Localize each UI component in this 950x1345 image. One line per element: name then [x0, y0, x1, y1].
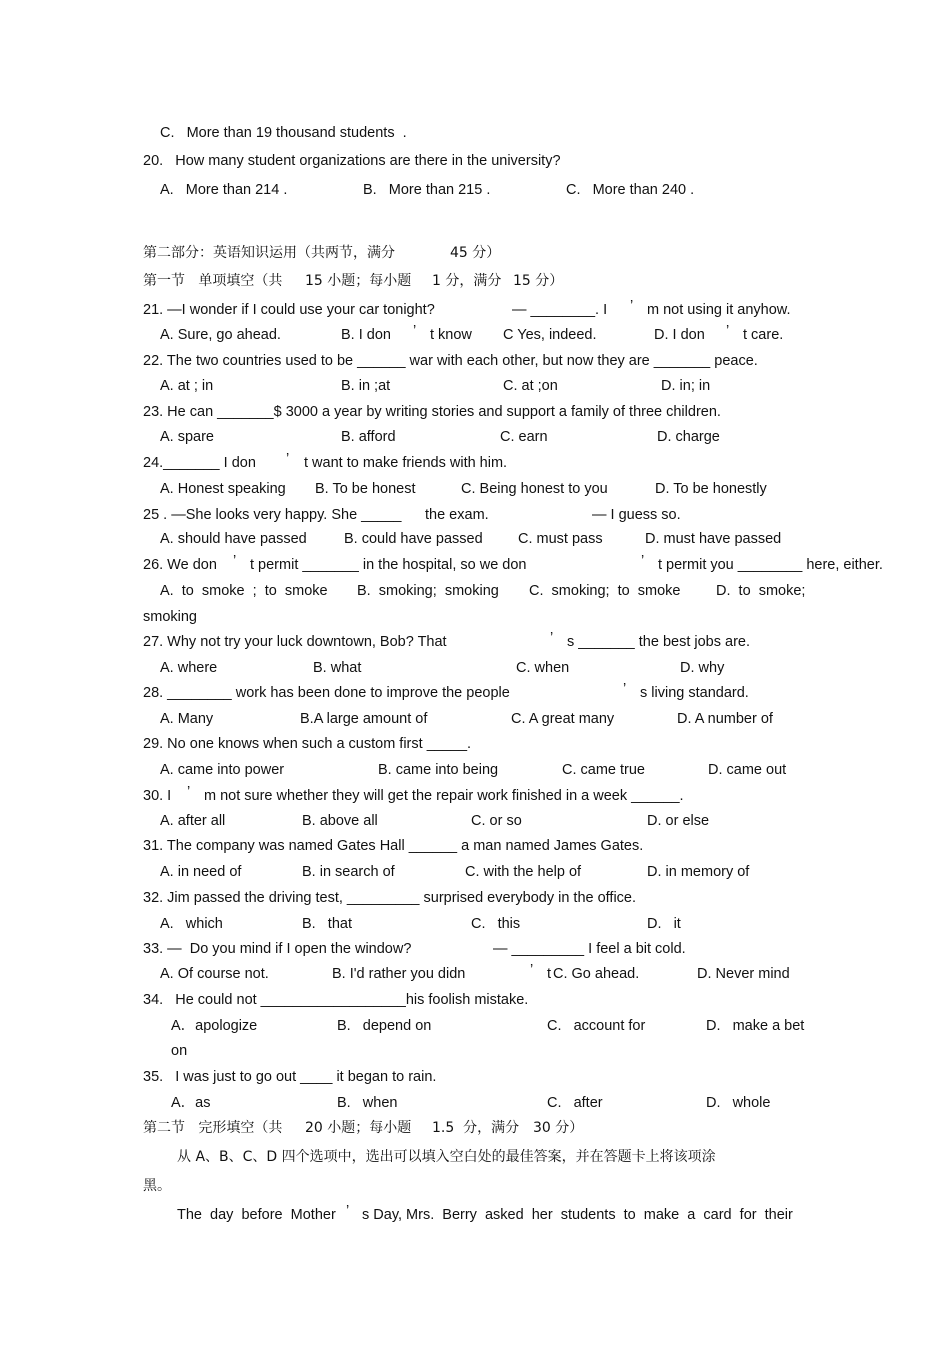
section2-title: 第二节 完形填空（共: [143, 1120, 283, 1136]
q28-option-a: A. Many: [160, 711, 214, 727]
q29-option-d: D. came out: [708, 762, 787, 778]
q24-option-d: D. To be honestly: [655, 481, 767, 497]
q23-option-b: B. afford: [341, 429, 396, 445]
q31-option-a: A. in need of: [160, 864, 242, 880]
q31-option-b: B. in search of: [302, 864, 395, 880]
q24-option-b: B. To be honest: [315, 481, 416, 497]
q23-stem: 23. He can _______$ 3000 a year by writing stories and support a family of three children.: [143, 404, 721, 420]
q32-stem: 32. Jim passed the driving test, _________ surprised everybody in the office.: [143, 890, 637, 906]
section2-points: 1.5 分，满分: [432, 1120, 520, 1136]
q26-option-a: A. to smoke ; to smoke: [160, 583, 328, 599]
q33-option-c: C. Go ahead.: [553, 966, 640, 982]
q35-option-c: C. after: [547, 1095, 603, 1111]
q34-option-b: B. depend on: [337, 1018, 432, 1034]
q21-option-d-rest: t care.: [743, 327, 784, 343]
q21-option-c: C Yes, indeed.: [503, 327, 597, 343]
cloze-instructions-wrap: 黑。: [143, 1178, 171, 1194]
q24-option-a: A. Honest speaking: [160, 481, 286, 497]
q26-stem-middle: t permit _______ in the hospital, so we don: [250, 557, 527, 573]
q20-option-c: C. More than 240 .: [566, 182, 695, 198]
q29-stem: 29. No one knows when such a custom first _____.: [143, 736, 472, 752]
q30-option-c: C. or so: [471, 813, 522, 829]
cloze-instructions: 从 A、B、C、D 四个选项中，选出可以填入空白处的最佳答案，并在答题卡上将该项涂: [177, 1149, 716, 1165]
q27-option-b: B. what: [313, 660, 362, 676]
q26-option-d-wrap: smoking: [143, 609, 197, 625]
q19-option-c: C. More than 19 thousand students .: [160, 125, 407, 141]
cloze-passage-start: The day before Mother: [177, 1207, 336, 1223]
q35-option-b: B. when: [337, 1095, 398, 1111]
q25-stem-rest: the exam.: [425, 507, 489, 523]
q32-option-c: C. this: [471, 916, 521, 932]
q33-option-d: D. Never mind: [697, 966, 790, 982]
q27-stem-rest: s _______ the best jobs are.: [567, 634, 750, 650]
q26-apostrophe: ’: [233, 553, 237, 569]
q33-option-a: A. Of course not.: [160, 966, 269, 982]
q35-option-a: A．as: [171, 1095, 211, 1111]
q33-stem: 33. — Do you mind if I open the window?: [143, 941, 412, 957]
q27-stem: 27. Why not try your luck downtown, Bob? That: [143, 634, 447, 650]
q20-stem: 20. How many student organizations are there in the university?: [143, 153, 561, 169]
q29-option-a: A. came into power: [160, 762, 285, 778]
q24-apostrophe: ’: [286, 451, 290, 467]
q32-option-b: B. that: [302, 916, 352, 932]
q27-option-a: A. where: [160, 660, 218, 676]
q26-option-b: B. smoking; smoking: [357, 583, 499, 599]
section2-total: 30 分）: [533, 1120, 584, 1136]
q26-apostrophe-2: ’: [641, 553, 645, 569]
q28-apostrophe: ’: [623, 681, 627, 697]
q32-option-d: D. it: [647, 916, 681, 932]
q27-option-c: C. when: [516, 660, 570, 676]
q22-stem: 22. The two countries used to be ______ war with each other, but now they are _______ peace.: [143, 353, 758, 369]
q24-stem: 24._______ I don: [143, 455, 256, 471]
q21-option-d-apostrophe: ’: [726, 323, 730, 339]
q34-option-c: C. account for: [547, 1018, 646, 1034]
q33-reply: — _________ I feel a bit cold.: [493, 941, 686, 957]
q28-stem: 28. ________ work has been done to improve the people: [143, 685, 510, 701]
q21-option-b-rest: t know: [430, 327, 472, 343]
q31-option-d: D. in memory of: [647, 864, 750, 880]
part2-title: 第二部分：英语知识运用（共两节，满分: [143, 245, 395, 261]
q35-stem: 35. I was just to go out ____ it began to rain.: [143, 1069, 437, 1085]
q31-option-c: C. with the help of: [465, 864, 582, 880]
q30-option-b: B. above all: [302, 813, 378, 829]
q28-option-d: D. A number of: [677, 711, 773, 727]
q21-reply: — ________. I: [512, 302, 608, 318]
q20-option-a: A. More than 214 .: [160, 182, 288, 198]
q33-option-b-apostrophe: ’: [530, 962, 534, 978]
q30-option-a: A. after all: [160, 813, 226, 829]
q20-option-b: B. More than 215 .: [363, 182, 491, 198]
section1-count: 15 小题；每小题: [305, 273, 412, 289]
q24-stem-rest: t want to make friends with him.: [304, 455, 508, 471]
q21-option-b-apostrophe: ’: [413, 323, 417, 339]
q21-option-d: D. I don: [654, 327, 705, 343]
q30-stem-rest: m not sure whether they will get the repair work finished in a week ______.: [204, 788, 684, 804]
cloze-passage-rest: s Day, Mrs. Berry asked her students to make a card for their: [362, 1207, 793, 1223]
q26-stem-rest: t permit you ________ here, either.: [658, 557, 883, 573]
q33-option-b-rest: t: [547, 966, 552, 982]
q34-option-a: A．apologize: [171, 1018, 258, 1034]
q28-stem-rest: s living standard.: [640, 685, 749, 701]
q22-option-d: D. in; in: [661, 378, 711, 394]
q26-option-c: C. smoking; to smoke: [529, 583, 681, 599]
q23-option-a: A. spare: [160, 429, 214, 445]
q29-option-b: B. came into being: [378, 762, 499, 778]
q25-option-a: A. should have passed: [160, 531, 307, 547]
q30-stem: 30. I: [143, 788, 172, 804]
section1-total: 15 分）: [513, 273, 564, 289]
q21-option-a: A. Sure, go ahead.: [160, 327, 281, 343]
q25-stem: 25 . —She looks very happy. She _____: [143, 507, 402, 523]
q23-option-d: D. charge: [657, 429, 720, 445]
part2-score: 45 分）: [450, 245, 501, 261]
q21-stem: 21. —I wonder if I could use your car tonight?: [143, 302, 435, 318]
q26-option-d: D. to smoke;: [716, 583, 806, 599]
section2-count: 20 小题；每小题: [305, 1120, 412, 1136]
q35-option-d: D. whole: [706, 1095, 771, 1111]
q28-option-c: C. A great many: [511, 711, 615, 727]
q21-apostrophe: ’: [630, 298, 634, 314]
q25-option-c: C. must pass: [518, 531, 603, 547]
q23-option-c: C. earn: [500, 429, 548, 445]
q29-option-c: C. came true: [562, 762, 645, 778]
q32-option-a: A. which: [160, 916, 223, 932]
q21-reply-rest: m not using it anyhow.: [647, 302, 791, 318]
q30-apostrophe: ’: [187, 784, 191, 800]
q34-option-d: D. make a bet: [706, 1018, 805, 1034]
q28-option-b: B.A large amount of: [300, 711, 428, 727]
q21-option-b: B. I don: [341, 327, 391, 343]
q34-option-d-wrap: on: [171, 1043, 188, 1059]
q26-stem: 26. We don: [143, 557, 217, 573]
q30-option-d: D. or else: [647, 813, 710, 829]
section1-title: 第一节 单项填空（共: [143, 273, 283, 289]
q25-reply: — I guess so.: [592, 507, 681, 523]
cloze-apostrophe: ’: [346, 1203, 350, 1219]
q22-option-c: C. at ;on: [503, 378, 558, 394]
q34-stem: 34. He could not __________________his foolish mistake.: [143, 992, 529, 1008]
q24-option-c: C. Being honest to you: [461, 481, 608, 497]
q25-option-d: D. must have passed: [645, 531, 782, 547]
q25-option-b: B. could have passed: [344, 531, 483, 547]
section1-points: 1 分，满分: [432, 273, 502, 289]
q31-stem: 31. The company was named Gates Hall ______ a man named James Gates.: [143, 838, 644, 854]
q33-option-b: B. I'd rather you didn: [332, 966, 466, 982]
q27-apostrophe: ’: [550, 630, 554, 646]
q22-option-a: A. at ; in: [160, 378, 214, 394]
q22-option-b: B. in ;at: [341, 378, 391, 394]
q27-option-d: D. why: [680, 660, 725, 676]
